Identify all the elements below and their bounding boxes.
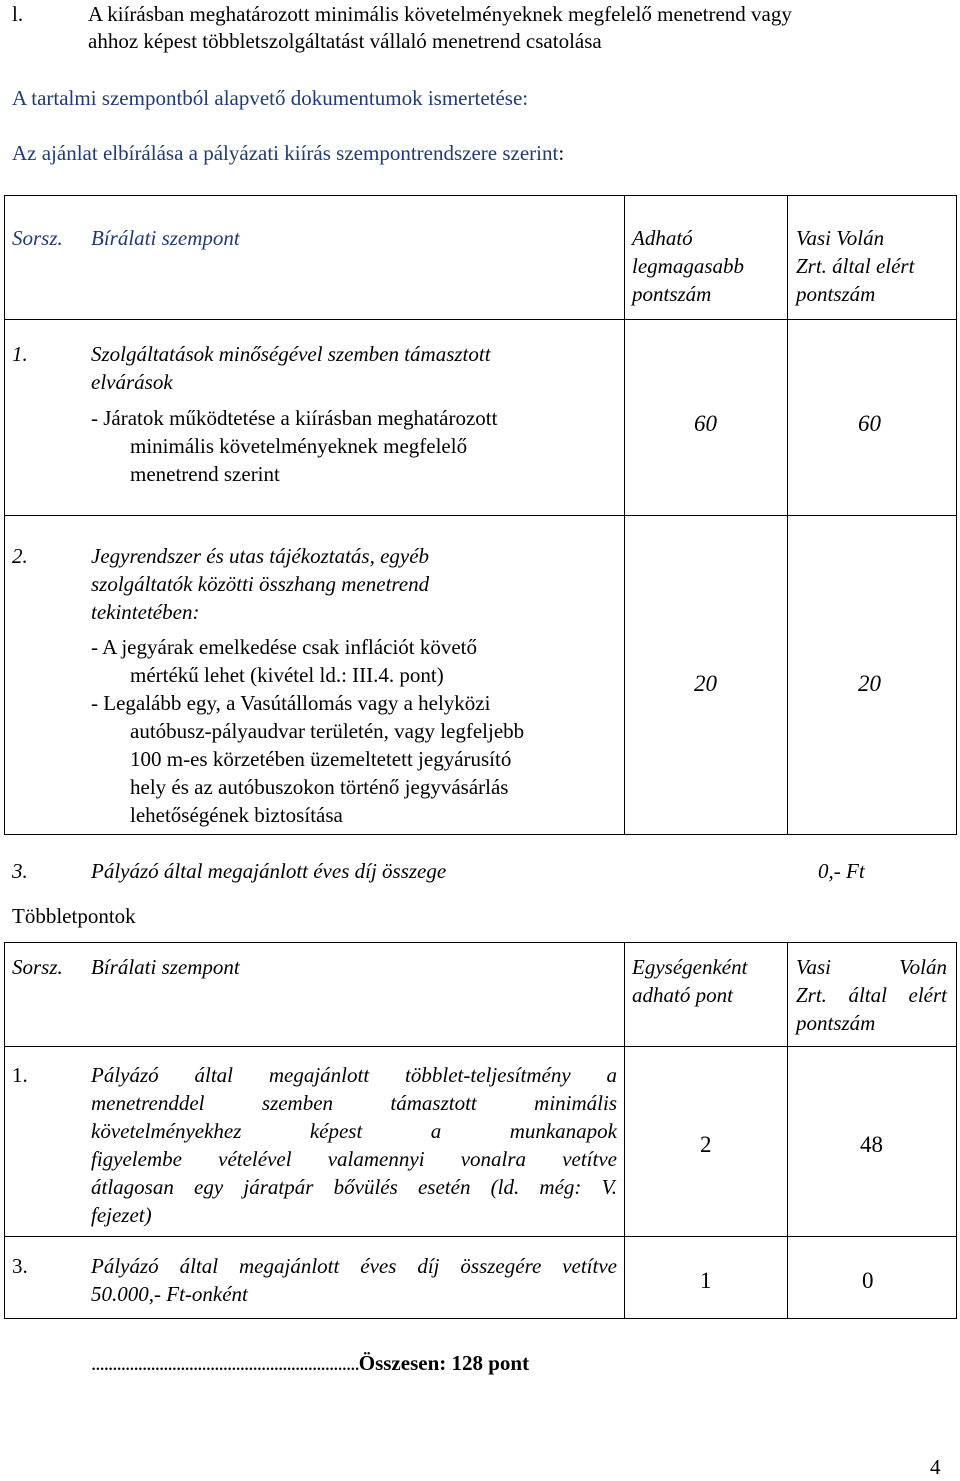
table1-header-criterion: Bírálati szempont	[91, 226, 240, 250]
table1-row-2-achieved: 20	[858, 671, 881, 696]
table1-row-2-title: Jegyrendszer és utas tájékoztatás, egyéb szolgáltatók közötti összhang menetrend tekintetében:	[91, 544, 430, 624]
section-heading-2-colon: :	[558, 141, 565, 165]
intro-line-1: A kiírásban meghatározott minimális követelményeknek megfelelő menetrend vagy	[88, 2, 792, 26]
table2-row-2-unit-points: 1	[700, 1268, 712, 1293]
table1-row-1-bullet: - Járatok működtetése a kiírásban meghatározott minimális követelményeknek megfelelő menetrend szerint	[91, 406, 498, 486]
total-line	[91, 1349, 529, 1377]
table1-row-2-bullet-2: - Legalább egy, a Vasútállomás vagy a helyközi autóbusz-pályaudvar területén, vagy legfeljebb 100 m-es körzetében üzemeltetett jegyárusító hely és az autóbuszokon történő jegyvásárlás lehetőségének biztosítása	[91, 691, 525, 827]
table2-row-1-achieved: 48	[860, 1132, 883, 1157]
table1-row-2-max-points: 20	[694, 671, 717, 696]
section-heading-2-text: Az ajánlat elbírálása a pályázati kiírás szempontrendszere szerint	[12, 141, 559, 165]
table1-header-max-points: Adható legmagasabb pontszám	[632, 226, 744, 306]
table2-header-criterion: Bírálati szempont	[91, 955, 240, 979]
table1-row-1-number: 1.	[12, 342, 28, 366]
row-3-number: 3.	[12, 859, 28, 883]
section-heading-2	[12, 139, 564, 167]
table2-row-1-unit-points: 2	[700, 1132, 712, 1157]
table2-row-1-number: 1.	[12, 1063, 28, 1087]
table1-row-1-max-points: 60	[694, 411, 717, 436]
table2-row-2-achieved: 0	[862, 1268, 874, 1293]
intro-list-number: l.	[12, 2, 24, 26]
page-number: 4	[930, 1455, 941, 1479]
extra-points-title: Többletpontok	[12, 904, 136, 928]
table2-header-unit-points: Egységenként adható pont	[632, 955, 748, 1007]
row-3-title: Pályázó által megajánlott éves díj összege	[91, 859, 447, 883]
table1-row-2-bullet-1: - A jegyárak emelkedése csak inflációt követő mértékű lehet (kivétel ld.: III.4. pont)	[91, 635, 478, 687]
intro-line-2: ahhoz képest többletszolgáltatást vállaló menetrend csatolása	[88, 29, 602, 53]
table1-header-achieved: Vasi Volán Zrt. által elért pontszám	[796, 226, 915, 306]
table2-header-number: Sorsz.	[12, 955, 63, 979]
row-3-value: 0,- Ft	[818, 859, 865, 883]
table1-row-2-number: 2.	[12, 544, 28, 568]
table2-row-2-number: 3.	[12, 1254, 28, 1278]
table1-row-1-title: Szolgáltatások minőségével szemben támasztott elvárások	[91, 342, 491, 394]
table1-header-number: Sorsz.	[12, 226, 63, 250]
table2-row-1-text: Pályázó által megajánlott többlet-teljesítmény a menetrenddel szemben támasztott minimális követelményekhez képest a munkanapok figyelembe vételével valamennyi vonalra vetítve átlagosan egy járatpár bővülés esetén (ld. még: V. fejezet)	[91, 1063, 617, 1227]
table1-row-1-achieved: 60	[858, 411, 881, 436]
table2-row-2-text: Pályázó által megajánlott éves díj összegére vetítve 50.000,- Ft-onként	[91, 1254, 617, 1306]
total-dots: ...............................................................	[91, 1351, 359, 1375]
total-points: Összesen: 128 pont	[358, 1351, 530, 1375]
table2-header-achieved: Vasi Volán Zrt. által elért pontszám	[796, 955, 947, 1035]
section-heading-1: A tartalmi szempontból alapvető dokumentumok ismertetése:	[12, 86, 529, 110]
